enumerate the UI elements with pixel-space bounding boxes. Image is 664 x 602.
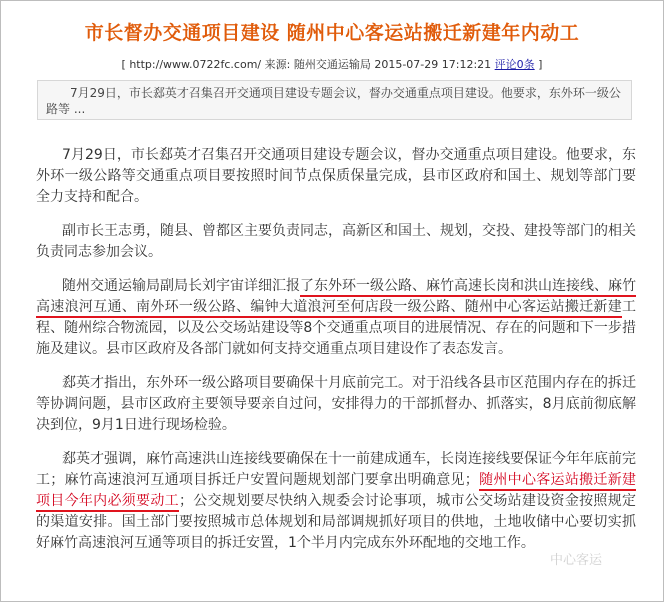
watermark: 中心客运 — [550, 553, 603, 568]
paragraph-3-after: 工程、随州综合物流园，以及公交场站建设等8个交通重点项目的进展情况、存在的问题和下一步措施及建议。县市区政府及各部门就如何支持交通重点项目建设作了表态发言。 — [36, 299, 636, 357]
comments-link[interactable]: 评论0条 — [494, 58, 535, 71]
paragraph-5 — [36, 449, 636, 554]
paragraph-5-highlight: 随州中心客运站搬迁新建项目今年内必须要动工 — [36, 472, 636, 512]
paragraph-5-after: ；公交规划要尽快纳入规委会讨论事项，城市公交场站建设资金按照规定的渠道安排。国土部门要按照城市总体规划和局部调规抓好项目的供地，土地收储中心要切实抓好麻竹高速浪河互通等项目的拆迁安置，1个半月内完成东外环配地的交地工作。 — [36, 493, 637, 551]
paragraph-3-highlight: 了东外环一级公路、麻竹高速长岗和洪山连接线、麻竹高速浪河互通、南外环一级公路、编钟大道浪河至何店段一级公路、随州中心客运站搬迁新建 — [36, 278, 636, 318]
meta-datetime: 2015-07-29 17:12:21 — [370, 58, 495, 71]
paragraph-2: 副市长王志勇，随县、曾都区主要负责同志，高新区和国土、规划，交投、建投等部门的相关负责同志参加会议。 — [36, 223, 636, 260]
article-meta — [0, 56, 664, 72]
paragraph-3 — [36, 276, 636, 360]
meta-source-site: http://www.0722fc.com/ — [129, 58, 262, 71]
meta-source-name: 随州交通运输局 — [293, 58, 371, 71]
article-summary: 7月29日，市长郄英才召集召开交通项目建设专题会议，督办交通重点项目建设。他要求，东外环一级公路等 ... — [37, 80, 632, 120]
paragraph-4: 郄英才指出，东外环一级公路项目要确保十月底前完工。对于沿线各县市区范围内存在的拆迁等协调问题，县市区政府主要领导要亲自过问，安排得力的干部抓督办、抓落实，8月底前彻底解决到位，9月1日进行现场检验。 — [36, 375, 636, 433]
meta-open-bracket: [ — [121, 58, 130, 71]
paragraph-5-before: 郄英才强调，麻竹高速洪山连接线要确保在十一前建成通车，长岗连接线要保证今年年底前完工；麻竹高速浪河互通项目拆迁户安置问题规划部门要拿出明确意见； — [36, 451, 636, 488]
article-title: 市长督办交通项目建设 随州中心客运站搬迁新建年内动工 — [84, 22, 580, 44]
meta-source-label: 来源: — [261, 58, 294, 71]
article-body — [36, 145, 636, 567]
meta-close-bracket: ] — [534, 58, 543, 71]
paragraph-3-before: 随州交通运输局副局长刘宇宙详细汇报 — [62, 278, 300, 294]
paragraph-1: 7月29日，市长郄英才召集召开交通项目建设专题会议，督办交通重点项目建设。他要求，东外环一级公路等交通重点项目要按照时间节点保质保量完成，县市区政府和国土、规划等部门要全力支持和配合。 — [36, 147, 636, 205]
